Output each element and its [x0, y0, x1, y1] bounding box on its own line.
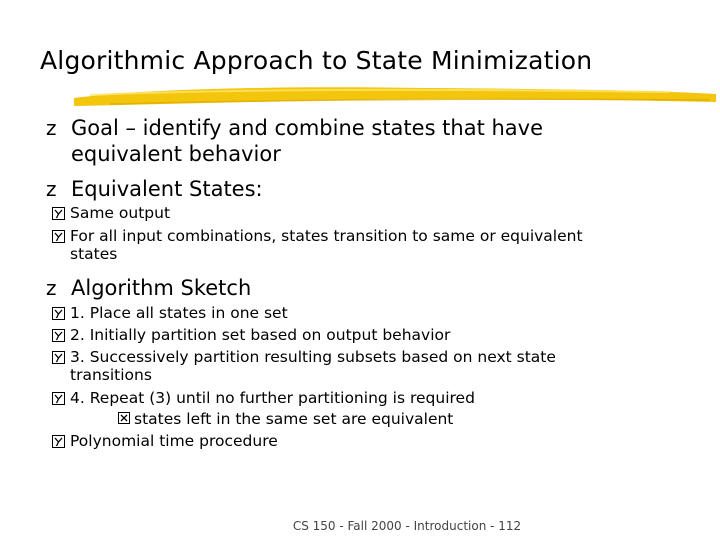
sub-input-combinations-line1: For all input combinations, states transition to same or equivalent	[70, 227, 583, 245]
footer-text: CS 150 - Fall 2000 - Introduction - 112	[292, 519, 522, 533]
checkbox-x-bullet-icon	[118, 412, 130, 424]
bullet-goal-line2: equivalent behavior	[71, 142, 281, 166]
checkbox-y-bullet-icon	[52, 230, 65, 243]
z-bullet-icon: z	[46, 177, 57, 201]
checkbox-y-bullet-icon	[52, 351, 65, 364]
z-bullet-icon: z	[46, 116, 57, 140]
z-bullet-icon: z	[46, 276, 57, 300]
checkbox-y-bullet-icon	[52, 307, 65, 320]
slide-footer	[0, 519, 720, 533]
sub-same-output: Same output	[70, 204, 171, 222]
sub-input-combinations-line2: states	[70, 245, 118, 263]
bullet-goal-line1: Goal – identify and combine states that have	[71, 116, 544, 140]
checkbox-y-bullet-icon	[52, 207, 65, 220]
checkbox-y-bullet-icon	[52, 329, 65, 342]
sub-polynomial-time: Polynomial time procedure	[70, 432, 278, 450]
checkbox-y-bullet-icon	[52, 392, 65, 405]
bullet-equivalent-states: Equivalent States:	[71, 177, 263, 201]
subsub-same-set-equivalent: states left in the same set are equivalent	[134, 410, 454, 428]
sub-step-2: 2. Initially partition set based on output behavior	[70, 326, 451, 344]
bullet-algorithm-sketch: Algorithm Sketch	[71, 276, 252, 300]
sub-step-3-line2: transitions	[70, 366, 152, 384]
slide-title: Algorithmic Approach to State Minimization	[40, 46, 593, 75]
checkbox-y-bullet-icon	[52, 435, 65, 448]
sub-step-4: 4. Repeat (3) until no further partitioning is required	[70, 389, 475, 407]
sub-step-3-line1: 3. Successively partition resulting subsets based on next state	[70, 348, 556, 366]
title-underline-brush	[70, 82, 720, 112]
sub-step-1: 1. Place all states in one set	[70, 304, 288, 322]
